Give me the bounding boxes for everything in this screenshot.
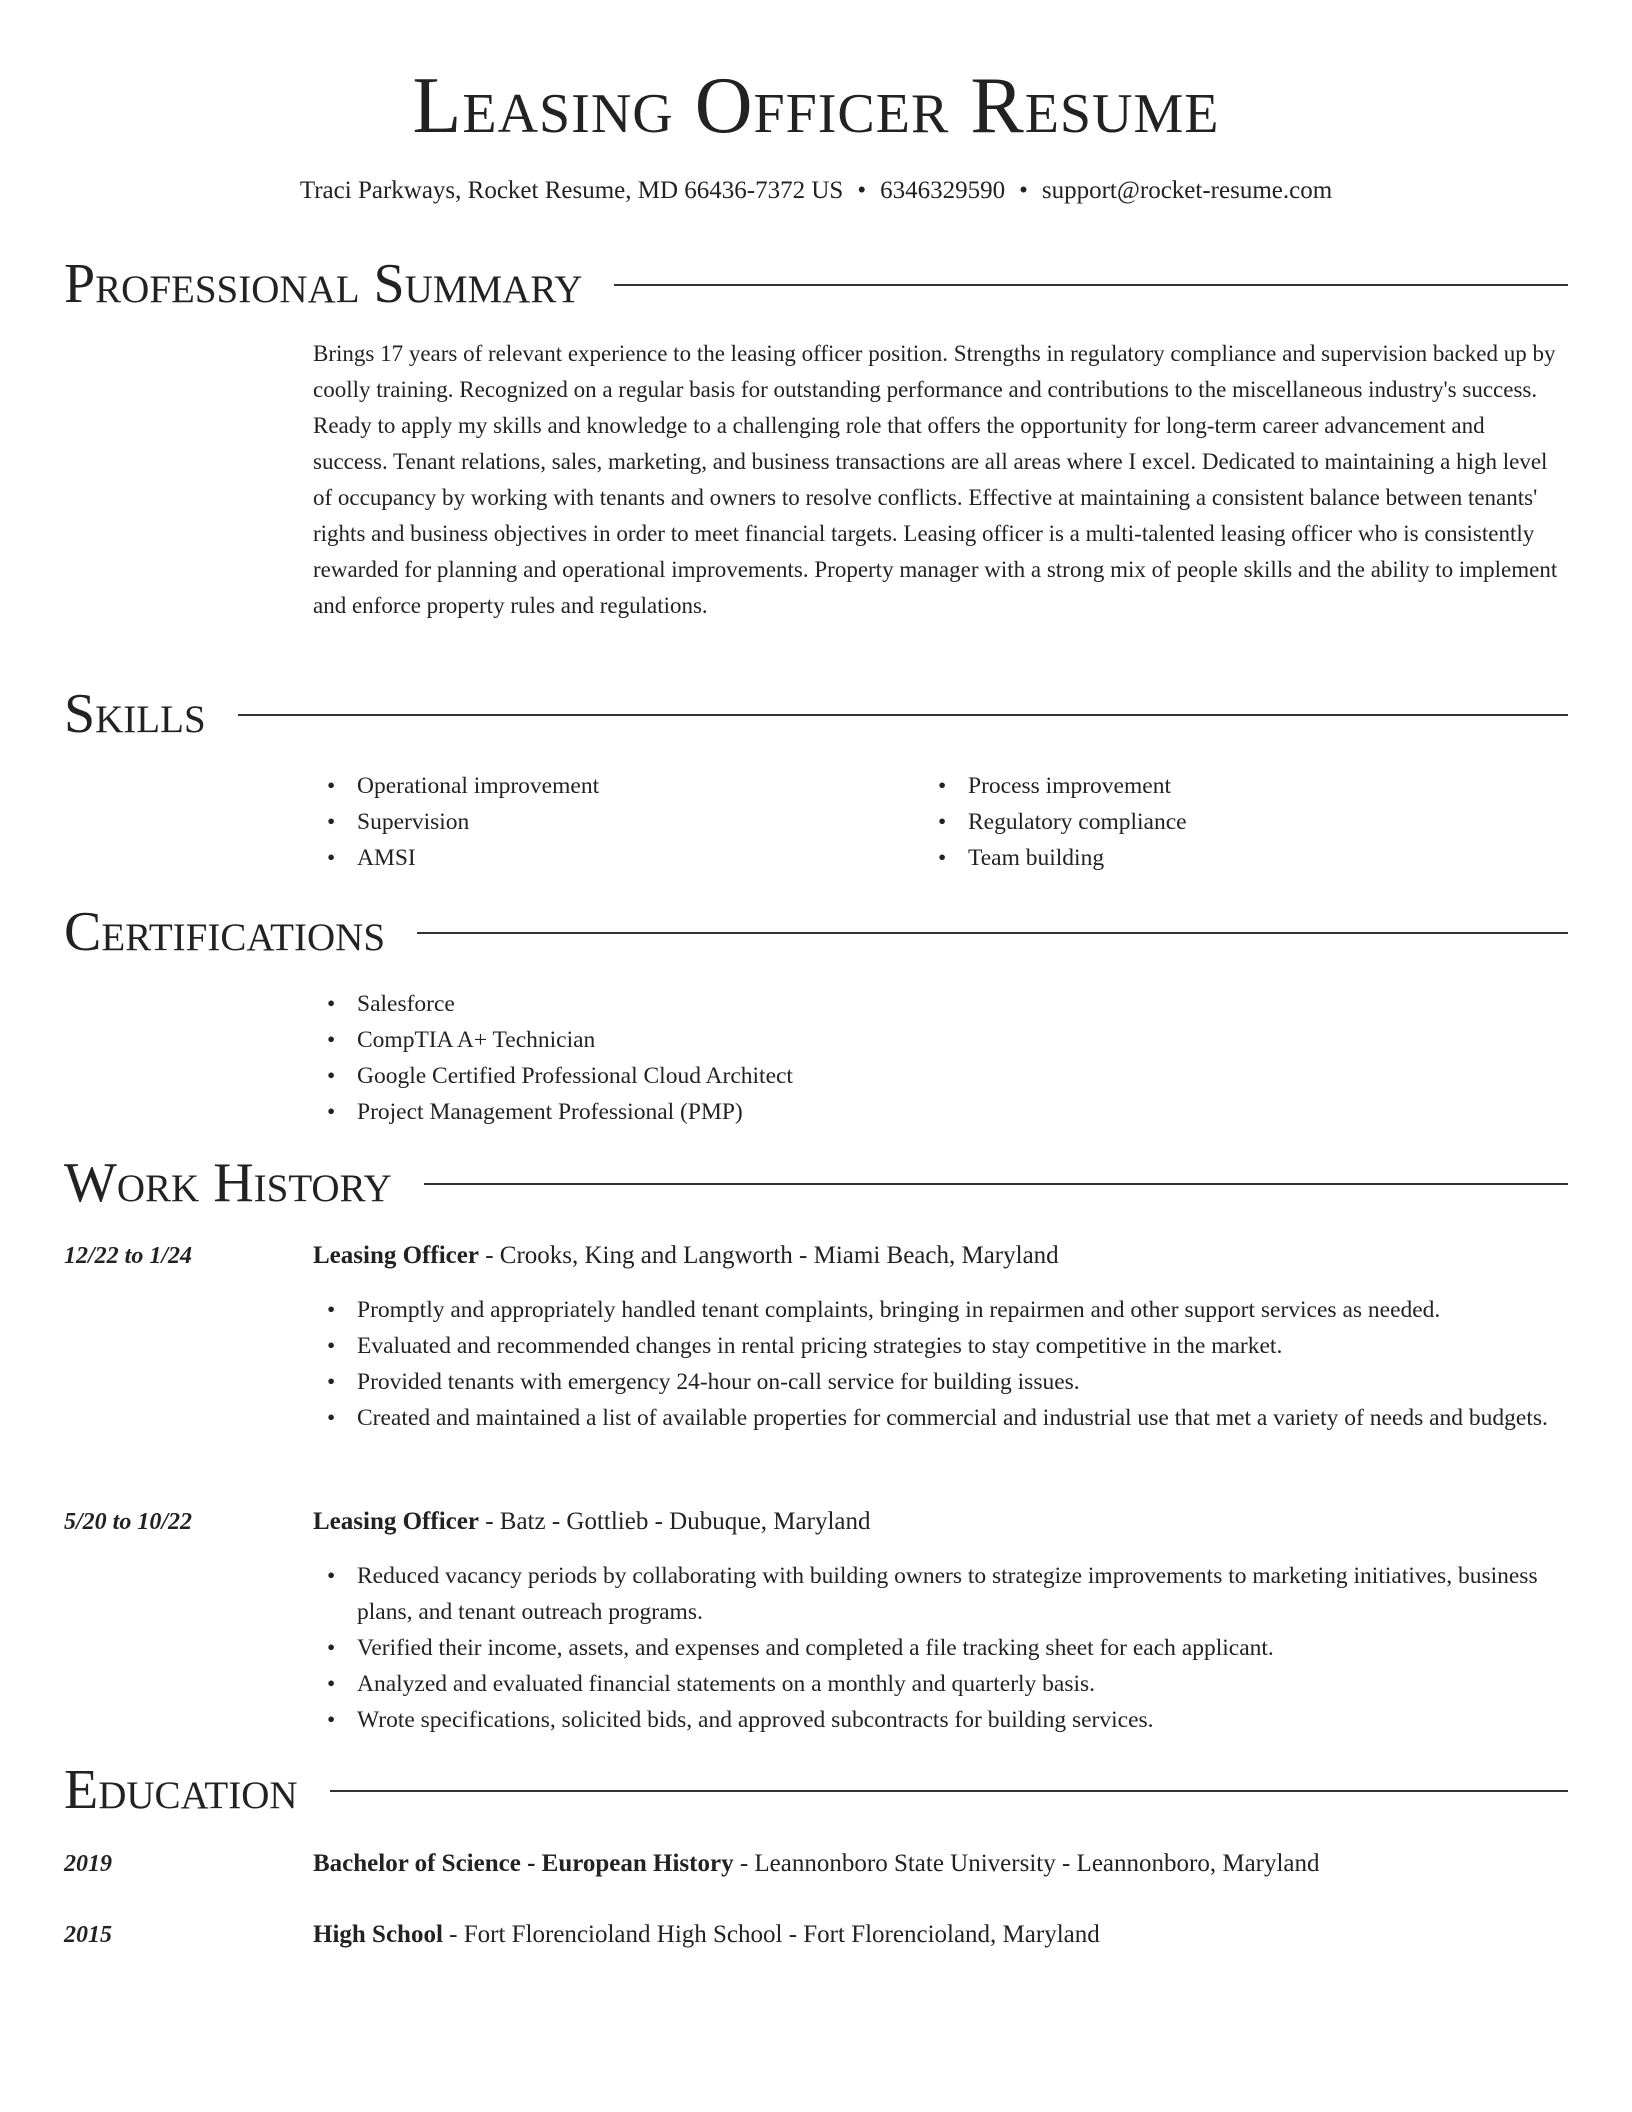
section-divider bbox=[238, 714, 1568, 716]
section-heading: Education bbox=[64, 1759, 298, 1821]
education-year: 2019 bbox=[64, 1851, 112, 1877]
section-header-summary bbox=[64, 252, 1568, 316]
list-item: • Created and maintained a list of available properties for commercial and industrial use that met a variety of needs and budgets. bbox=[327, 1405, 1548, 1431]
list-item: • Supervision bbox=[327, 809, 470, 835]
certifications-list bbox=[313, 986, 1560, 1130]
list-item: • Project Management Professional (PMP) bbox=[327, 1099, 743, 1125]
list-item: • Process improvement bbox=[938, 773, 1171, 799]
list-item: • AMSI bbox=[327, 845, 416, 871]
skills-list-left bbox=[313, 768, 913, 876]
skills-list-right bbox=[924, 768, 1524, 876]
list-item: • Wrote specifications, solicited bids, and approved subcontracts for building services. bbox=[327, 1707, 1154, 1733]
job-bullet-text: Wrote specifications, solicited bids, and approved subcontracts for building services. bbox=[357, 1707, 1154, 1733]
section-header-certifications bbox=[64, 900, 1568, 964]
job-bullet-text: Created and maintained a list of available properties for commercial and industrial use that met a variety of needs and budgets. bbox=[357, 1405, 1548, 1431]
list-item: • Reduced vacancy periods by collaborating with building owners to strategize improvements to marketing initiatives, business plans, and tenant outreach programs. bbox=[327, 1563, 1538, 1625]
skill-text: AMSI bbox=[357, 845, 416, 871]
education-entry bbox=[313, 1917, 1100, 1953]
contact-separator: • bbox=[857, 177, 867, 204]
section-header-education bbox=[64, 1758, 1568, 1822]
job-bullet-text: Promptly and appropriately handled tenant complaints, bringing in repairmen and other support services as needed. bbox=[357, 1297, 1441, 1323]
job-details: - Crooks, King and Langworth - Miami Beach, Maryland bbox=[478, 1242, 1059, 1269]
resume-title: Leasing Officer Resume bbox=[412, 62, 1220, 150]
job-bullets bbox=[313, 1558, 1560, 1738]
summary-text: Brings 17 years of relevant experience to the leasing officer position. Strengths in regulatory compliance and supervision backed up by coolly training. Recognized on a regular basis for outstanding performance and contributions to the miscellaneous industry's success. Ready to apply my skills and knowledge to a challenging role that offers the opportunity for long-term career advancement and success. Tenant relations, sales, marketing, and business transactions are all areas where I excel. Dedicated to maintaining a high level of occupancy by working with tenants and owners to resolve conflicts. Effective at maintaining a consistent balance between tenants' rights and business objectives in order to meet financial targets. Leasing officer is a multi-talented leasing officer who is consistently rewarded for planning and operational improvements. Property manager with a strong mix of people skills and the ability to implement and enforce property rules and regulations. bbox=[313, 341, 1558, 618]
job-heading bbox=[313, 1504, 871, 1540]
job-title: Leasing Officer bbox=[313, 1508, 479, 1535]
section-heading: Professional Summary bbox=[64, 253, 583, 315]
section-divider bbox=[417, 932, 1568, 934]
education-details: - Fort Florencioland High School - Fort Florencioland, Maryland bbox=[442, 1921, 1100, 1948]
job-bullet-text: Analyzed and evaluated financial statements on a monthly and quarterly basis. bbox=[357, 1671, 1096, 1697]
job-bullet-text: Verified their income, assets, and expenses and completed a file tracking sheet for each applicant. bbox=[357, 1635, 1274, 1661]
certification-text: Salesforce bbox=[357, 991, 455, 1017]
section-heading: Skills bbox=[64, 683, 206, 745]
list-item: • Team building bbox=[938, 845, 1105, 871]
job-details: - Batz - Gottlieb - Dubuque, Maryland bbox=[478, 1508, 871, 1535]
section-heading: Certifications bbox=[64, 901, 386, 963]
contact-separator: • bbox=[1019, 177, 1028, 204]
certification-text: CompTIA A+ Technician bbox=[357, 1027, 596, 1053]
education-year: 2015 bbox=[64, 1922, 112, 1948]
job-title: Leasing Officer bbox=[313, 1242, 479, 1269]
job-bullet-text: Provided tenants with emergency 24-hour on-call service for building issues. bbox=[357, 1369, 1080, 1395]
list-item: • Promptly and appropriately handled tenant complaints, bringing in repairmen and other support services as needed. bbox=[327, 1297, 1441, 1323]
section-header-skills bbox=[64, 682, 1568, 746]
skill-text: Team building bbox=[968, 845, 1105, 871]
education-details: - Leannonboro State University - Leannonboro, Maryland bbox=[733, 1850, 1320, 1877]
skill-text: Regulatory compliance bbox=[968, 809, 1187, 835]
list-item: • Operational improvement bbox=[327, 773, 600, 799]
job-dates: 5/20 to 10/22 bbox=[64, 1509, 193, 1535]
skill-text: Supervision bbox=[357, 809, 470, 835]
section-heading: Work History bbox=[64, 1152, 392, 1214]
education-degree: Bachelor of Science - European History bbox=[313, 1850, 734, 1877]
contact-email: support@rocket-resume.com bbox=[1041, 177, 1333, 204]
job-bullet-text: Evaluated and recommended changes in rental pricing strategies to stay competitive in the market. bbox=[357, 1333, 1283, 1359]
contact-line bbox=[0, 174, 1632, 208]
list-item: • CompTIA A+ Technician bbox=[327, 1027, 596, 1053]
section-header-work-history bbox=[64, 1151, 1568, 1215]
list-item: • Google Certified Professional Cloud Architect bbox=[327, 1063, 793, 1089]
section-divider bbox=[614, 284, 1568, 286]
contact-phone: 6346329590 bbox=[880, 177, 1006, 204]
list-item: • Regulatory compliance bbox=[938, 809, 1187, 835]
education-entry bbox=[313, 1846, 1320, 1882]
section-divider bbox=[424, 1183, 1568, 1185]
certification-text: Google Certified Professional Cloud Architect bbox=[357, 1063, 793, 1089]
list-item: • Analyzed and evaluated financial statements on a monthly and quarterly basis. bbox=[327, 1671, 1096, 1697]
section-divider bbox=[330, 1790, 1568, 1792]
skill-text: Operational improvement bbox=[357, 773, 600, 799]
skill-text: Process improvement bbox=[968, 773, 1171, 799]
certification-text: Project Management Professional (PMP) bbox=[357, 1099, 743, 1125]
list-item: • Evaluated and recommended changes in rental pricing strategies to stay competitive in the market. bbox=[327, 1333, 1283, 1359]
job-heading bbox=[313, 1238, 1059, 1274]
job-dates: 12/22 to 1/24 bbox=[64, 1243, 193, 1269]
list-item: • Provided tenants with emergency 24-hour on-call service for building issues. bbox=[327, 1369, 1080, 1395]
list-item: • Verified their income, assets, and expenses and completed a file tracking sheet for each applicant. bbox=[327, 1635, 1274, 1661]
job-bullets bbox=[313, 1292, 1560, 1436]
list-item: • Salesforce bbox=[327, 991, 455, 1017]
education-degree: High School bbox=[313, 1921, 443, 1948]
contact-address: Traci Parkways, Rocket Resume, MD 66436-7372 US bbox=[299, 177, 844, 204]
job-bullet-text: Reduced vacancy periods by collaborating with building owners to strategize improvements to marketing initiatives, business plans, and tenant outreach programs. bbox=[357, 1563, 1538, 1625]
